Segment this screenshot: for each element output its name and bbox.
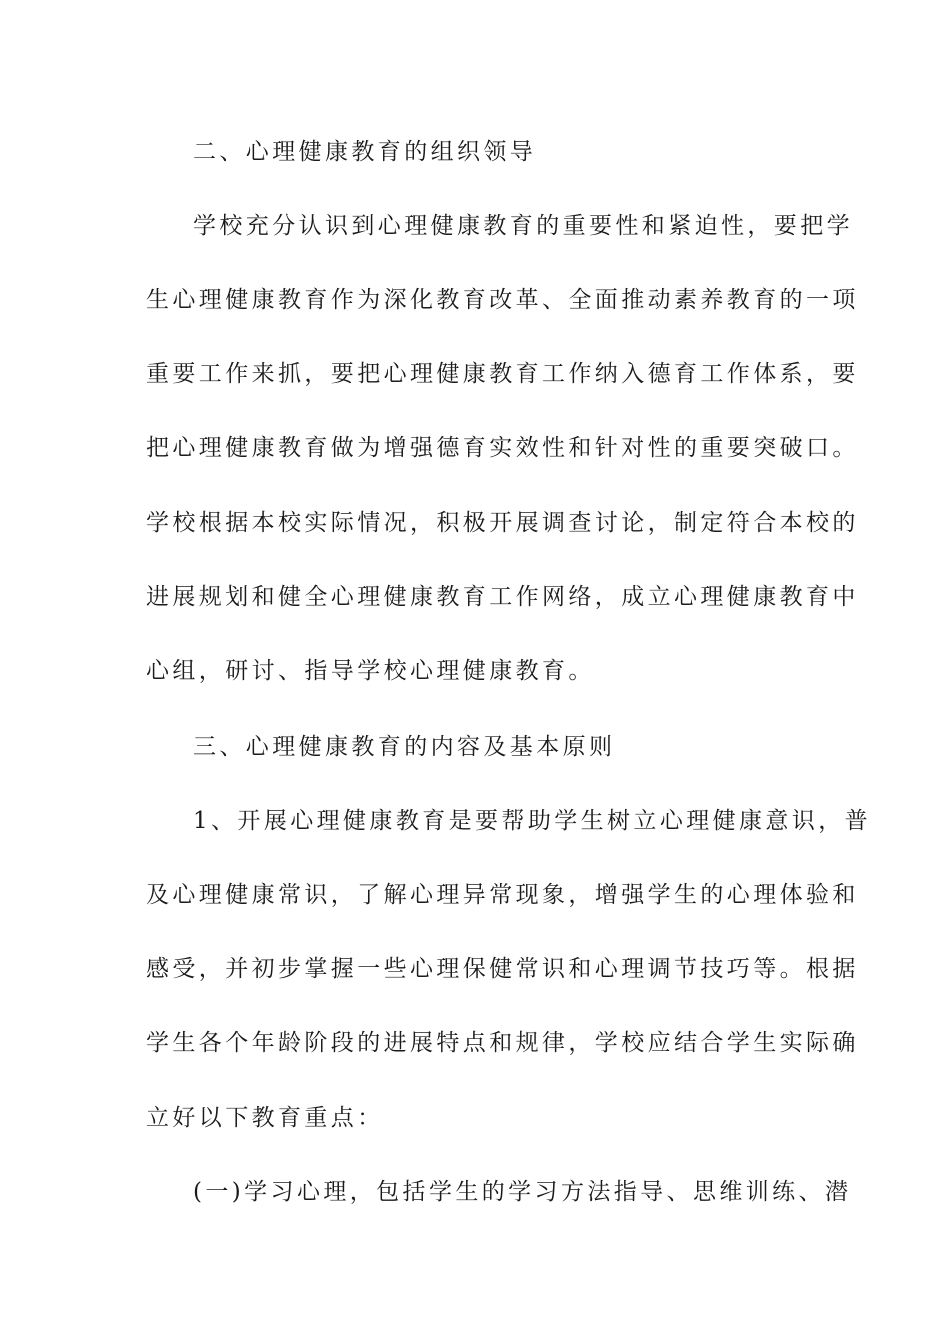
paragraph-line: 重要工作来抓，要把心理健康教育工作纳入德育工作体系，要 <box>146 361 859 387</box>
paragraph-line: 感受，并初步掌握一些心理保健常识和心理调节技巧等。根据 <box>146 956 859 982</box>
paragraph-line: 生心理健康教育作为深化教育改革、全面推动素养教育的一项 <box>146 287 859 313</box>
paragraph-line: 学生各个年龄阶段的进展特点和规律，学校应结合学生实际确 <box>146 1030 859 1056</box>
section-heading-content: 三、心理健康教育的内容及基本原则 <box>193 734 616 760</box>
paragraph-line: 学校根据本校实际情况，积极开展调查讨论，制定符合本校的 <box>146 510 859 536</box>
paragraph-line: 立好以下教育重点： <box>146 1105 384 1131</box>
paragraph-line: 把心理健康教育做为增强德育实效性和针对性的重要突破口。 <box>146 435 859 461</box>
paragraph-line: 1、开展心理健康教育是要帮助学生树立心理健康意识，普 <box>193 808 872 834</box>
paragraph-line: 心组，研讨、指导学校心理健康教育。 <box>146 658 595 684</box>
section-heading-organization: 二、心理健康教育的组织领导 <box>193 139 537 165</box>
paragraph-line: 学校充分认识到心理健康教育的重要性和紧迫性，要把学 <box>193 213 853 239</box>
paragraph-line: 及心理健康常识，了解心理异常现象，增强学生的心理体验和 <box>146 882 859 908</box>
paragraph-line: 进展规划和健全心理健康教育工作网络，成立心理健康教育中 <box>146 584 859 610</box>
paragraph-line: (一)学习心理，包括学生的学习方法指导、思维训练、潜 <box>193 1179 852 1205</box>
